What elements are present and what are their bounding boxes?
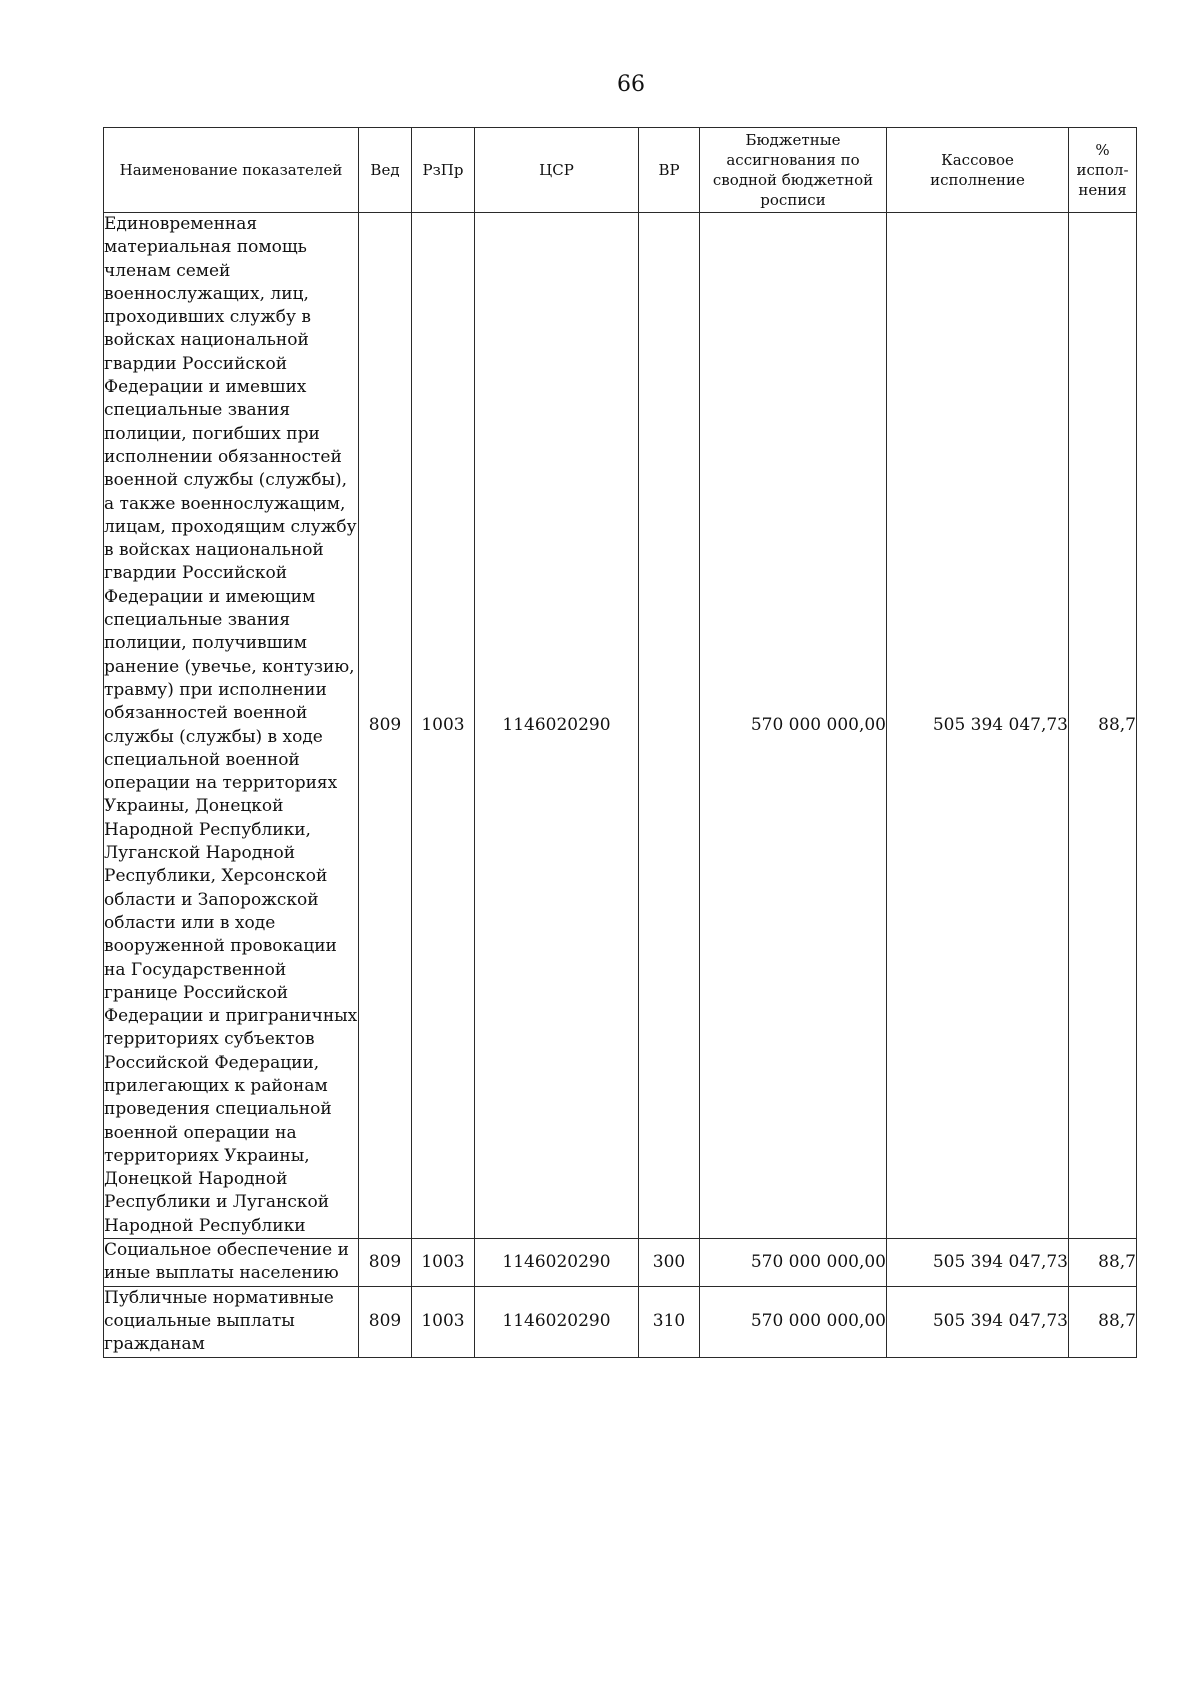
row-name: Единовременная материальная помощь членам семей военнослужащих, лиц, проходивших службу в войсках национальной гвардии Российской Федерации и имевших специальные звания полиции, погибших при исполнении обязанностей военной службы (службы), а также военнослужащим, лицам, проходящим службу в войсках национальной гвардии Российской Федерации и имеющим специальные звания полиции, получившим ранение (увечье, контузию, травму) при исполнении обязанностей военной службы (службы) в ходе специальной военной операции на территориях Украины, Донецкой Народной Республики, Луганской Народной Республики, Херсонской области и Запорожской области или в ходе вооруженной провокации на Государственной границе Российской Федерации и приграничных территориях субъектов Российской Федерации, прилегающих к районам проведения специальной военной операции на территориях Украины, Донецкой Народной Республики и Луганской Народной Республики — [104, 213, 359, 1239]
table-row — [104, 213, 1137, 1239]
header-csr: ЦСР — [475, 128, 639, 213]
row-budget-assignments: 570 000 000,00 — [700, 1286, 887, 1357]
row-rzpr: 1003 — [412, 213, 475, 1239]
table-header-row — [104, 128, 1137, 213]
row-execution-percent: 88,7 — [1069, 213, 1137, 1239]
row-csr: 1146020290 — [475, 213, 639, 1239]
row-vr: 300 — [639, 1239, 700, 1287]
header-execution-percent: % испол-нения — [1069, 128, 1137, 213]
row-ved: 809 — [359, 213, 412, 1239]
row-ved: 809 — [359, 1286, 412, 1357]
row-vr — [639, 213, 700, 1239]
row-name: Публичные нормативные социальные выплаты гражданам — [104, 1286, 359, 1357]
row-csr: 1146020290 — [475, 1239, 639, 1287]
row-rzpr: 1003 — [412, 1239, 475, 1287]
row-vr: 310 — [639, 1286, 700, 1357]
budget-execution-table — [103, 127, 1137, 1358]
header-cash-execution: Кассовое исполнение — [887, 128, 1069, 213]
row-name: Социальное обеспечение и иные выплаты населению — [104, 1239, 359, 1287]
row-execution-percent: 88,7 — [1069, 1286, 1137, 1357]
header-rzpr: РзПр — [412, 128, 475, 213]
page-number: 66 — [617, 72, 645, 97]
row-rzpr: 1003 — [412, 1286, 475, 1357]
row-cash-execution: 505 394 047,73 — [887, 1286, 1069, 1357]
table-row — [104, 1239, 1137, 1287]
row-cash-execution: 505 394 047,73 — [887, 213, 1069, 1239]
row-ved: 809 — [359, 1239, 412, 1287]
table-row — [104, 1286, 1137, 1357]
row-csr: 1146020290 — [475, 1286, 639, 1357]
row-budget-assignments: 570 000 000,00 — [700, 213, 887, 1239]
header-budget-assignments: Бюджетные ассигнования по сводной бюджетной росписи — [700, 128, 887, 213]
row-budget-assignments: 570 000 000,00 — [700, 1239, 887, 1287]
header-ved: Вед — [359, 128, 412, 213]
header-vr: ВР — [639, 128, 700, 213]
row-execution-percent: 88,7 — [1069, 1239, 1137, 1287]
header-name: Наименование показателей — [104, 128, 359, 213]
row-cash-execution: 505 394 047,73 — [887, 1239, 1069, 1287]
